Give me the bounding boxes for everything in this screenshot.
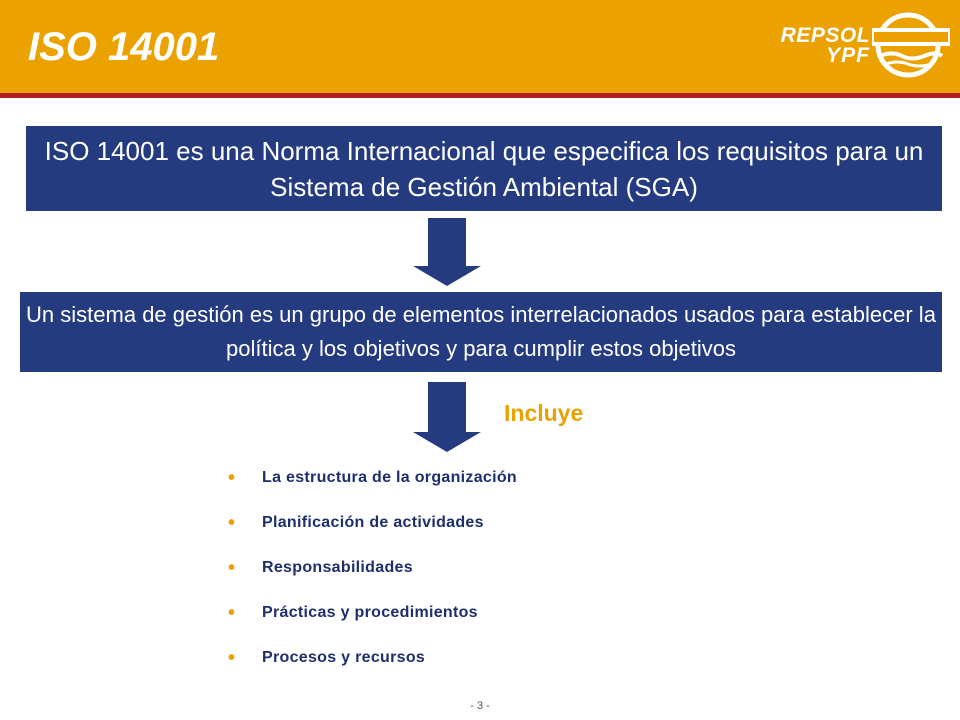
bullet-icon: • [228,557,236,579]
header-bar [0,0,960,93]
logo-line2: YPF [826,44,870,67]
repsol-logo-icon [872,12,950,78]
list-item-text: Responsabilidades [262,559,413,576]
bullet-icon: • [228,467,236,489]
bullet-icon: • [228,512,236,534]
arrow-down-icon [413,382,481,452]
repsol-ypf-logo [750,12,950,82]
bullet-icon: • [228,602,236,624]
list-item-text: Prácticas y procedimientos [262,604,478,621]
bullet-icon: • [228,647,236,669]
list-item-text: La estructura de la organización [262,469,517,486]
arrow-down-icon [413,218,481,286]
header-rule [0,93,960,98]
page-number: - 3 - [470,700,490,712]
management-system-text: Un sistema de gestión es un grupo de elementos interrelacionados usados para establecer la política y los objetivos y para cumplir estos objetivos [26,302,936,361]
list-item-text: Planificación de actividades [262,514,484,531]
logo-line1: REPSOL [780,24,870,47]
management-system-box [20,292,942,372]
definition-box [26,126,942,211]
slide-title: ISO 14001 [28,25,220,69]
includes-label: Incluye [504,400,584,426]
logo-wordmark [750,26,870,66]
list-item-text: Procesos y recursos [262,649,426,666]
definition-text: ISO 14001 es una Norma Internacional que especifica los requisitos para un Sistema de Gestión Ambiental (SGA) [44,135,924,202]
